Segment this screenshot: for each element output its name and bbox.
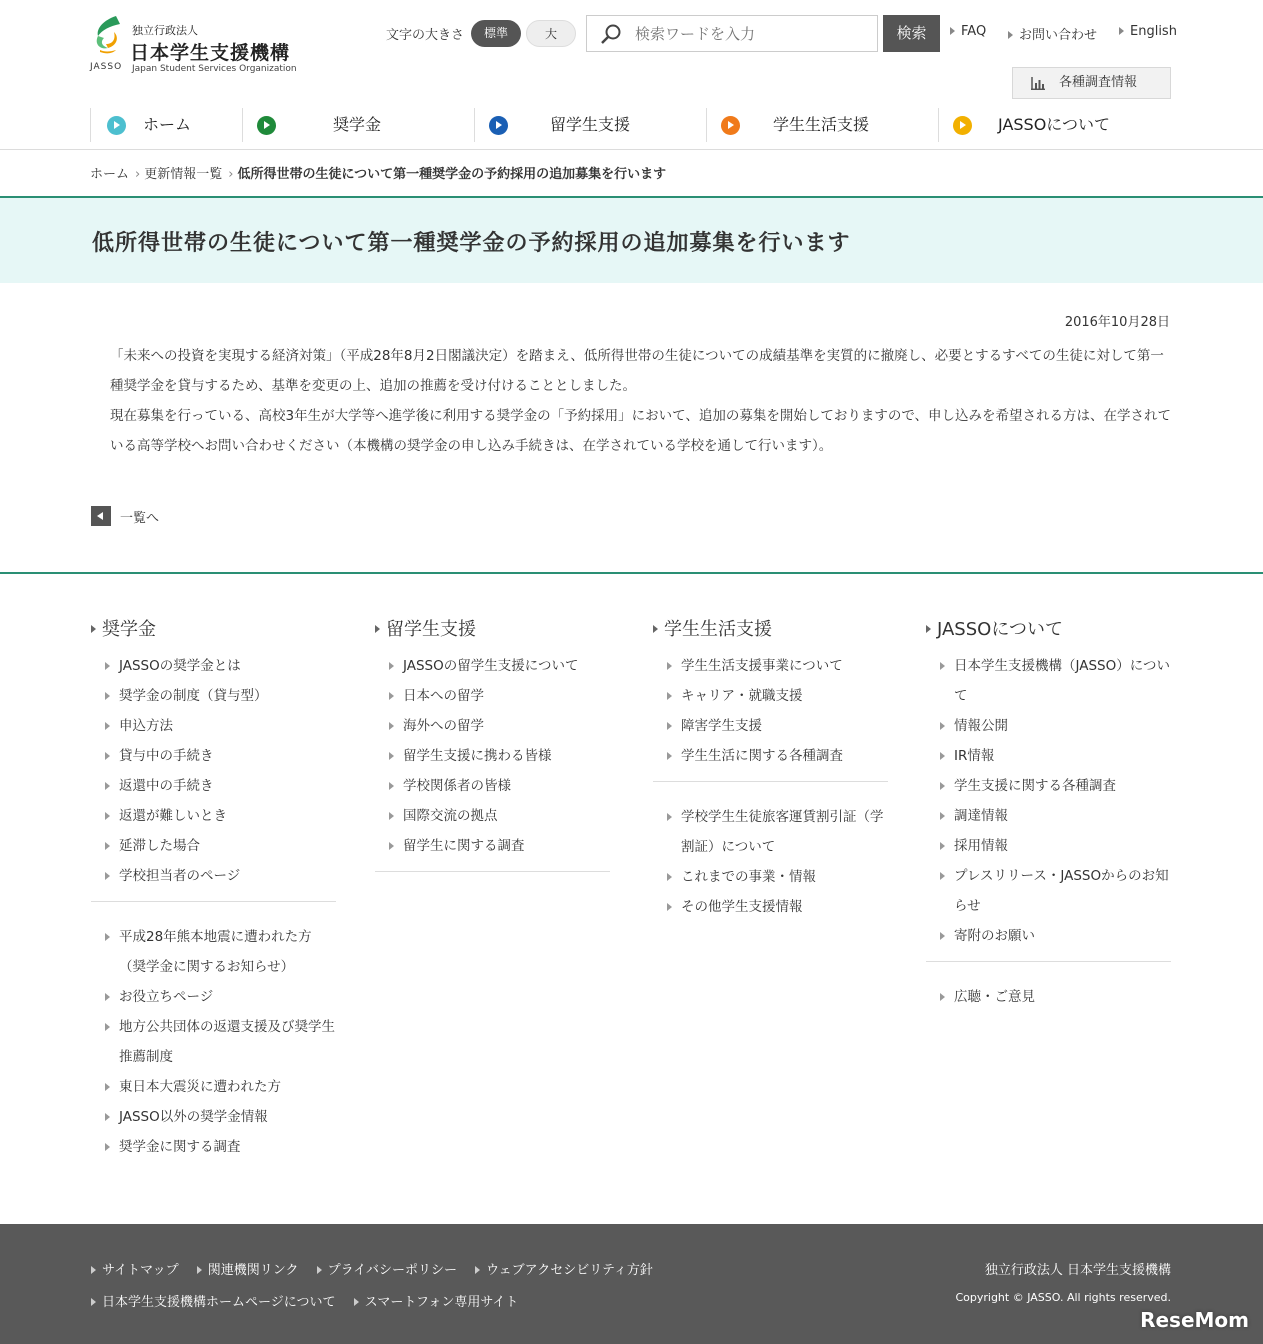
footer-link-list (940, 651, 1171, 1012)
nav-about-label: JASSOについて (998, 115, 1110, 134)
jasso-logo[interactable] (90, 14, 297, 76)
footer-link[interactable]: プレスリリース・JASSOからのお知らせ (940, 861, 1171, 921)
footer-link[interactable]: 日本学生支援機構（JASSO）について (940, 651, 1171, 711)
arrow-right-icon (354, 1298, 359, 1306)
breadcrumb (90, 163, 666, 182)
font-size-standard-button[interactable]: 標準 (471, 20, 521, 47)
back-to-list-label: 一覧へ (120, 511, 160, 526)
footer-link[interactable]: 国際交流の拠点 (389, 801, 610, 831)
jasso-logo-mark-icon (90, 14, 124, 60)
arrow-right-icon (1119, 27, 1124, 35)
footer-link[interactable]: 学校担当者のページ (105, 861, 336, 891)
footer-col-title[interactable] (91, 615, 336, 641)
footer-link[interactable]: 返還が難しいとき (105, 801, 336, 831)
footer-link[interactable]: 学校学生生徒旅客運賃割引証（学割証）について (667, 802, 888, 862)
footer-link[interactable]: これまでの事業・情報 (667, 862, 888, 892)
nav-home[interactable] (90, 104, 240, 146)
footer-link[interactable]: 学生支援に関する各種調査 (940, 771, 1171, 801)
logo-acronym: JASSO (90, 62, 123, 72)
play-circle-icon (721, 116, 740, 135)
footer-bottom-link-label: 関連機関リンク (207, 1263, 299, 1278)
arrow-right-icon (950, 27, 955, 35)
arrow-right-icon (197, 1266, 202, 1274)
footer-link[interactable]: 返還中の手続き (105, 771, 336, 801)
arrow-right-icon (475, 1266, 480, 1274)
footer-links-row (91, 1291, 532, 1310)
play-circle-icon (257, 116, 276, 135)
arrow-right-icon (91, 1266, 96, 1274)
nav-scholarship-label: 奨学金 (333, 115, 382, 134)
breadcrumb-home[interactable]: ホーム (90, 167, 130, 182)
breadcrumb-current: 低所得世帯の生徒について第一種奨学金の予約採用の追加募集を行います (237, 167, 667, 182)
arrow-right-icon (926, 625, 931, 633)
site-footer (0, 1224, 1263, 1344)
footer-link[interactable]: 申込方法 (105, 711, 336, 741)
logo-name-en: Japan Student Services Organization (132, 64, 297, 74)
publish-date: 2016年10月28日 (1064, 315, 1170, 330)
logo-org-type: 独立行政法人 (132, 24, 198, 37)
footer-link[interactable]: 情報公開 (940, 711, 1171, 741)
footer-link[interactable]: 学生生活支援事業について (667, 651, 888, 681)
play-circle-icon (489, 116, 508, 135)
font-size-large-button[interactable]: 大 (526, 20, 576, 47)
footer-link[interactable]: 奨学金に関する調査 (105, 1132, 336, 1162)
footer-col-title[interactable] (653, 615, 888, 641)
site-header (0, 0, 1263, 150)
footer-link[interactable]: 学校関係者の皆様 (389, 771, 610, 801)
footer-col-scholarship (91, 615, 336, 1162)
footer-col-divider (653, 781, 888, 782)
footer-link[interactable]: 広聴・ご意見 (940, 982, 1171, 1012)
contact-label: お問い合わせ (1019, 28, 1098, 43)
footer-bottom-link[interactable] (475, 1263, 653, 1278)
footer-bottom-link[interactable] (354, 1295, 519, 1310)
page-title: 低所得世帯の生徒について第一種奨学金の予約採用の追加募集を行います (92, 231, 851, 256)
article-body (110, 341, 1172, 461)
contact-link[interactable] (1008, 24, 1097, 43)
footer-col-title-label: 学生生活支援 (664, 619, 772, 640)
search-input[interactable] (635, 22, 871, 46)
chevron-right-icon: › (135, 167, 141, 182)
survey-info-button[interactable] (1012, 67, 1171, 99)
search-icon (599, 23, 623, 47)
footer-col-title[interactable] (926, 615, 1171, 641)
copyright: Copyright © JASSO. All rights reserved. (955, 1291, 1171, 1304)
breadcrumb-updates[interactable]: 更新情報一覧 (144, 167, 223, 182)
footer-bottom-link-label: ウェブアクセシビリティ方針 (486, 1263, 653, 1278)
footer-link[interactable]: 貸与中の手続き (105, 741, 336, 771)
footer-link[interactable]: 日本への留学 (389, 681, 610, 711)
survey-info-label: 各種調査情報 (1059, 75, 1138, 90)
footer-col-divider (375, 871, 610, 872)
footer-link[interactable]: 奨学金の制度（貸与型） (105, 681, 336, 711)
footer-link[interactable]: 採用情報 (940, 831, 1171, 861)
nav-student-life[interactable] (706, 104, 936, 146)
footer-link[interactable]: JASSO以外の奨学金情報 (105, 1102, 336, 1132)
footer-link[interactable]: 平成28年熊本地震に遭われた方（奨学金に関するお知らせ） (105, 922, 336, 982)
body-paragraph: 「未来への投資を実現する経済対策」（平成28年8月2日閣議決定）を踏まえ、低所得世帯の生徒についての成績基準を実質的に撤廃し、必要とするすべての生徒に対して第一種奨学金を貸与するため、基準を変更の上、追加の推薦を受け付けることとしました。 (110, 348, 1164, 394)
arrow-right-icon (317, 1266, 322, 1274)
footer-col-title[interactable] (375, 615, 610, 641)
footer-link-list (105, 651, 336, 1162)
logo-name-ja: 日本学生支援機構 (130, 42, 291, 64)
arrow-right-icon (375, 625, 380, 633)
arrow-right-icon (1008, 31, 1013, 39)
footer-link[interactable]: 地方公共団体の返還支援及び奨学生推薦制度 (105, 1012, 336, 1072)
search-button[interactable]: 検索 (883, 15, 940, 52)
bar-chart-icon (1031, 77, 1045, 90)
arrow-right-icon (91, 1298, 96, 1306)
arrow-right-icon (653, 625, 658, 633)
arrow-right-icon (91, 625, 96, 633)
footer-bottom-link[interactable] (91, 1295, 335, 1310)
footer-col-title-label: 奨学金 (102, 619, 156, 640)
footer-col-intl-support (375, 615, 610, 892)
search-box (586, 15, 878, 52)
nav-about[interactable] (938, 104, 1171, 146)
footer-link[interactable]: 留学生に関する調査 (389, 831, 610, 861)
footer-col-divider (926, 961, 1171, 962)
footer-link[interactable]: お役立ちページ (105, 982, 336, 1012)
footer-bottom-link[interactable] (91, 1263, 179, 1278)
font-size-label: 文字の大きさ (386, 28, 465, 43)
english-label: English (1130, 24, 1177, 39)
faq-label: FAQ (961, 24, 987, 39)
footer-bottom-link-label: プライバシーポリシー (327, 1263, 457, 1278)
title-band (0, 196, 1263, 283)
footer-link[interactable]: 障害学生支援 (667, 711, 888, 741)
footer-link[interactable]: 留学生支援に携わる皆様 (389, 741, 610, 771)
footer-link[interactable]: 学生生活に関する各種調査 (667, 741, 888, 771)
footer-col-title-label: JASSOについて (937, 619, 1063, 640)
footer-link[interactable]: 調達情報 (940, 801, 1171, 831)
faq-link[interactable] (950, 24, 986, 39)
nav-intl-support-label: 留学生支援 (550, 115, 631, 134)
section-divider (0, 572, 1263, 574)
footer-col-divider (91, 901, 336, 902)
play-circle-icon (107, 116, 126, 135)
footer-bottom-link-label: 日本学生支援機構ホームページについて (102, 1295, 336, 1310)
footer-link[interactable]: キャリア・就職支援 (667, 681, 888, 711)
footer-link-list (389, 651, 610, 872)
footer-link[interactable]: JASSOの留学生支援について (389, 651, 610, 681)
footer-bottom-link-label: スマートフォン専用サイト (364, 1295, 519, 1310)
footer-bottom-link[interactable] (317, 1263, 457, 1278)
body-paragraph: 現在募集を行っている、高校3年生が大学等へ進学後に利用する奨学金の「予約採用」において、追加の募集を開始しておりますので、申し込みを希望される方は、在学されている高等学校へお問い合わせください（本機構の奨学金の申し込み手続きは、在学されている学校を通して行います）。 (110, 408, 1172, 454)
footer-link[interactable]: 東日本大震災に遭われた方 (105, 1072, 336, 1102)
arrow-left-icon (91, 506, 111, 526)
nav-home-label: ホーム (143, 115, 192, 134)
chevron-right-icon: › (228, 167, 234, 182)
footer-link[interactable]: IR情報 (940, 741, 1171, 771)
footer-col-student-life (653, 615, 888, 922)
english-link[interactable] (1119, 24, 1177, 39)
footer-link-list (667, 651, 888, 922)
play-circle-icon (953, 116, 972, 135)
footer-org-name: 独立行政法人 日本学生支援機構 (984, 1263, 1171, 1278)
resemom-watermark: ReseMom (1140, 1308, 1249, 1332)
nav-scholarship[interactable] (242, 104, 472, 146)
footer-link[interactable]: 寄附のお願い (940, 921, 1171, 951)
nav-student-life-label: 学生生活支援 (773, 115, 870, 134)
footer-bottom-link-label: サイトマップ (102, 1263, 179, 1278)
footer-link[interactable]: その他学生支援情報 (667, 892, 888, 922)
footer-link[interactable]: JASSOの奨学金とは (105, 651, 336, 681)
footer-links-row (91, 1259, 667, 1278)
footer-link[interactable]: 海外への留学 (389, 711, 610, 741)
footer-link[interactable]: 延滞した場合 (105, 831, 336, 861)
footer-bottom-link[interactable] (197, 1263, 299, 1278)
footer-col-title-label: 留学生支援 (386, 619, 476, 640)
nav-intl-support[interactable] (474, 104, 704, 146)
footer-col-about (926, 615, 1171, 1012)
global-nav (90, 104, 1171, 146)
